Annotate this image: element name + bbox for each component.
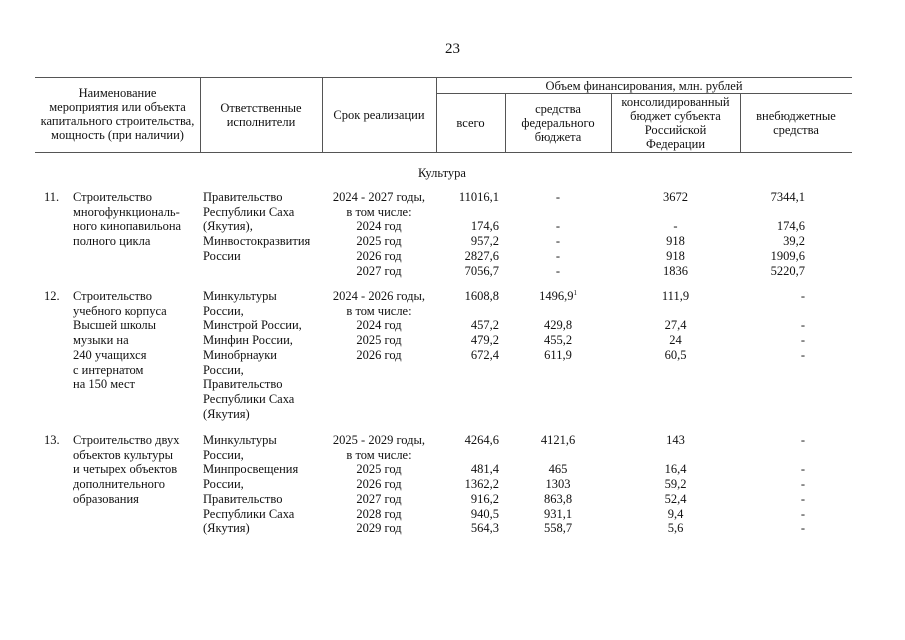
row-offbudget-value: - (800, 521, 805, 536)
row-name-line: многофункциональ- (73, 204, 180, 219)
row-name-line: Строительство двух (73, 433, 180, 447)
row-resp-line: Правительство (203, 190, 283, 204)
row-regional-value: 24 (669, 333, 682, 348)
row-regional-value: 52,4 (664, 491, 687, 506)
row-offbudget-value: - (800, 506, 805, 521)
header-regional-col (611, 93, 740, 152)
row-resp-line: России, (203, 303, 244, 318)
row-resp-line: Республики Саха (203, 391, 295, 406)
row-total-value: 1608,8 (464, 289, 499, 303)
row-regional-value: 60,5 (664, 347, 687, 362)
row-offbudget-value: - (800, 491, 805, 506)
row-term-line: 2026 год (356, 477, 402, 492)
row-term-line: 2025 - 2029 годы, (332, 433, 426, 447)
row-total-value: 957,2 (470, 234, 499, 249)
header-line: федерального (521, 115, 595, 130)
page-number: 23 (445, 41, 460, 57)
section-title: Культура (418, 166, 466, 180)
row-total-value: 4264,6 (464, 433, 499, 447)
row-federal-value: - (555, 248, 561, 263)
row-federal-value: 1303 (545, 477, 571, 492)
row-total-value: 940,5 (470, 506, 499, 521)
footnote-marker: 1 (573, 288, 577, 297)
row-name-line: музыки на (73, 333, 129, 348)
row-offbudget-value: - (800, 333, 805, 348)
row-offbudget-value: 5220,7 (770, 263, 805, 278)
header-line: Ответственные (220, 100, 302, 115)
header-line: средства (773, 122, 819, 137)
row-offbudget-value: 39,2 (783, 234, 805, 249)
row-term-line: в том числе: (346, 303, 412, 318)
row-federal-value: - (555, 263, 561, 278)
row-term-line: в том числе: (346, 204, 412, 219)
row-resp-line: Правительство (203, 491, 283, 506)
row-number: 11. (44, 190, 60, 204)
row-federal-value: 1496,9$^1$ (539, 288, 577, 303)
row-name-line: дополнительного (73, 477, 165, 492)
row-offbudget-value: 7344,1 (770, 190, 805, 204)
row-federal-value: 4121,6 (540, 433, 576, 447)
row-offbudget-value: - (800, 347, 805, 362)
row-resp-line: России (203, 248, 241, 263)
row-federal-value: 558,7 (543, 521, 573, 536)
row-offbudget-value: - (800, 289, 805, 303)
row-federal-value: 465 (548, 462, 568, 477)
row-federal-value: 863,8 (543, 491, 573, 506)
row-term-line: 2025 год (356, 462, 402, 477)
header-line: бюджет субъекта (630, 108, 721, 123)
row-name-line: объектов культуры (73, 447, 174, 462)
row-name-line: с интернатом (73, 362, 144, 377)
header-federal-col (505, 93, 611, 152)
row-offbudget-value: 1909,6 (770, 248, 805, 263)
row-term-line: 2024 - 2027 годы, (332, 190, 426, 204)
row-resp-line: России, (203, 447, 244, 462)
row-total-value: 916,2 (470, 491, 499, 506)
row-name-line: и четырех объектов (73, 462, 178, 477)
header-line: Федерации (645, 136, 706, 151)
header-line: Российской (644, 122, 707, 137)
row-regional-value: 143 (666, 433, 685, 447)
header-line: исполнители (226, 114, 296, 129)
row-resp-line: (Якутия) (203, 406, 250, 421)
header-funding-col: Объем финансирования, млн. рублей (545, 78, 743, 93)
row-resp-line: (Якутия) (203, 521, 250, 536)
row-number: 13. (44, 433, 60, 447)
row-federal-value: 931,1 (543, 506, 573, 521)
row-name-line: ного кинопавильона (73, 219, 182, 234)
row-resp-line: Минкультуры (203, 289, 277, 303)
row-regional-value: 16,4 (664, 462, 687, 477)
row-resp-line: Минкультуры (203, 433, 277, 447)
row-total-value: 2827,6 (464, 248, 499, 263)
row-term-line: 2027 год (356, 263, 402, 278)
row-resp-line: Минстрой России, (203, 318, 302, 333)
row-regional-value: 1836 (663, 263, 688, 278)
row-term-line: 2026 год (356, 347, 402, 362)
row-name-line: Строительство (73, 190, 153, 204)
row-total-value: 564,3 (470, 521, 499, 536)
row-name-line: Высшей школы (73, 318, 157, 333)
row-total-value: 11016,1 (458, 190, 499, 204)
header-resp-col (200, 77, 322, 152)
row-total-value: 481,4 (470, 462, 499, 477)
row-resp-line: Минфин России, (203, 333, 293, 348)
row-offbudget-value: - (800, 318, 805, 333)
header-line: Наименование (78, 86, 157, 100)
row-term-line: 2028 год (356, 506, 402, 521)
row-federal-value: 611,9 (544, 347, 572, 362)
header-line: капитального строительства, (40, 114, 195, 128)
row-resp-line: Минвостокразвития (203, 234, 311, 249)
header-line: внебюджетные (756, 108, 836, 123)
row-federal-value: 455,2 (543, 333, 573, 348)
row-federal-value: - (555, 219, 561, 234)
header-offbudget-col (740, 93, 852, 152)
header-line: мощность (при наличии) (51, 128, 184, 142)
header-line: консолидированный (621, 94, 730, 109)
header-term-col: Срок реализации (333, 107, 425, 122)
row-term-line: 2024 год (356, 318, 402, 333)
row-federal-value: - (555, 190, 561, 204)
row-offbudget-value: - (800, 462, 805, 477)
header-name-col (35, 85, 200, 143)
row-total-value: 7056,7 (464, 263, 499, 278)
row-total-value: 479,2 (470, 333, 499, 348)
row-total-value: 457,2 (470, 318, 499, 333)
row-total-value: 174,6 (470, 219, 499, 234)
row-resp-line: Республики Саха (203, 204, 295, 219)
row-regional-value: 9,4 (667, 506, 684, 521)
row-term-line: 2029 год (356, 521, 402, 536)
row-name-line: Строительство (73, 289, 153, 303)
row-offbudget-value: - (800, 433, 805, 447)
row-resp-line: России, (203, 362, 244, 377)
row-regional-value: - (673, 219, 678, 234)
row-term-line: 2024 год (356, 219, 402, 234)
row-name-line: на 150 мест (73, 377, 136, 392)
row-regional-value: 918 (666, 234, 685, 249)
row-term-line: 2024 - 2026 годы, (332, 289, 426, 303)
header-total-col: всего (456, 115, 485, 130)
row-term-line: 2026 год (356, 248, 402, 263)
row-term-line: в том числе: (346, 447, 412, 462)
row-resp-line: Минобрнауки (203, 347, 277, 362)
row-term-line: 2025 год (356, 234, 402, 249)
row-number: 12. (44, 289, 60, 303)
row-federal-value: - (555, 234, 561, 249)
row-regional-value: 59,2 (664, 477, 687, 492)
row-resp-line: России, (203, 477, 244, 492)
row-name-line: учебного корпуса (73, 303, 167, 318)
row-name-line: образования (73, 491, 139, 506)
header-line: бюджета (534, 129, 582, 144)
row-total-value: 672,4 (470, 347, 499, 362)
row-resp-line: Правительство (203, 377, 283, 392)
row-total-value: 1362,2 (464, 477, 499, 492)
row-resp-line: (Якутия), (203, 219, 253, 234)
row-regional-value: 27,4 (664, 318, 687, 333)
row-resp-line: Республики Саха (203, 506, 295, 521)
row-term-line: 2025 год (356, 333, 402, 348)
row-term-line: 2027 год (356, 491, 402, 506)
row-regional-value: 5,6 (667, 521, 684, 536)
header-bottom-rule (35, 152, 852, 153)
header-line: средства (535, 101, 581, 116)
header-line: мероприятия или объекта (49, 100, 186, 114)
row-name-line: 240 учащихся (73, 347, 147, 362)
row-offbudget-value: 174,6 (776, 219, 805, 234)
row-regional-value: 918 (666, 248, 685, 263)
row-federal-value: 429,8 (543, 318, 573, 333)
row-offbudget-value: - (800, 477, 805, 492)
row-regional-value: 3672 (663, 190, 688, 204)
row-resp-line: Минпросвещения (203, 462, 299, 477)
row-regional-value: 111,9 (661, 289, 690, 303)
row-name-line: полного цикла (73, 234, 151, 249)
